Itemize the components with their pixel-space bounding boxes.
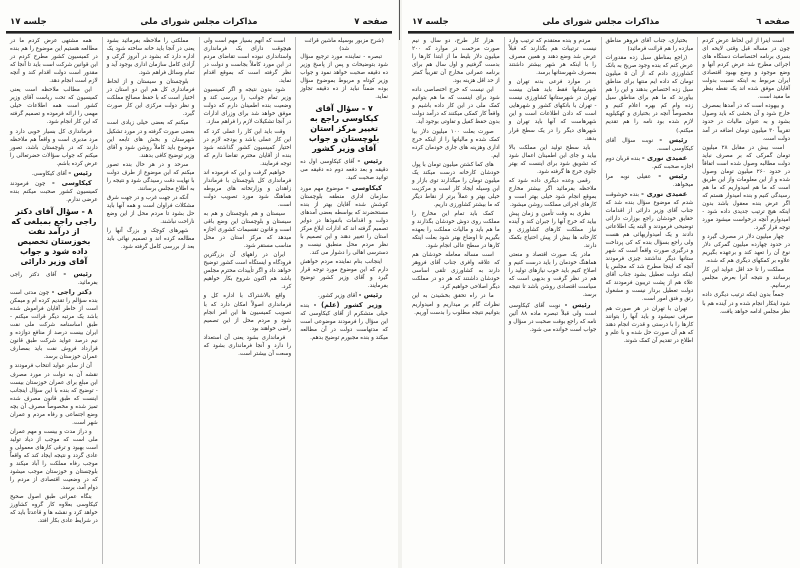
paragraph bbox=[107, 227, 195, 251]
paragraph bbox=[107, 161, 195, 193]
page-6 bbox=[402, 0, 800, 568]
paragraph bbox=[300, 258, 388, 290]
publication-title: مذاکرات مجلس شورای ملی bbox=[140, 17, 258, 27]
text-column bbox=[504, 37, 601, 564]
paragraph bbox=[107, 78, 195, 118]
paragraph bbox=[10, 270, 98, 287]
paragraph bbox=[10, 362, 98, 426]
paragraph-text: عقیلی نوبه مرا میخواهد. bbox=[605, 173, 694, 188]
paragraph bbox=[300, 157, 388, 182]
header-rule bbox=[408, 31, 794, 34]
speaker-name: عمیدی نوری - bbox=[641, 189, 688, 198]
paragraph bbox=[509, 251, 597, 299]
paragraph-text: تهران با تهران در هر صورت هم صرفی نمیشود و باید آنها را بتوانند کارها را با درستی و قدرت انجام دهند که هم آن صورت حل شده و با علم و اطلاع در تقدیم آن کمک شوند. bbox=[605, 305, 694, 344]
paragraph-text: صورت بعلت ۱۰۰ میلیون دلار بیا کمک شده و مالیاتها را از اینکه خرج اداری وهزینه های جاری خودمان کرده ایم. bbox=[412, 128, 500, 159]
publication-title: مذاکرات مجلس شورای ملی bbox=[542, 17, 660, 27]
paragraph bbox=[204, 86, 292, 126]
speaker-name: رئیس - bbox=[658, 171, 688, 180]
paragraph-text: مملکتی را ملاحظه بفرمائید بشود یعنی در آنجا باید خانه ساخته شود یک اداره دارد که بشود در آنروز گرکی و آزادی کامل سازمان اداری بوجود آید و تمام وسائل فراهم شود. bbox=[106, 38, 195, 77]
paragraph-text: بنگاه عمرانی طبق اصول صحیح کیکاوسی بعلاوه کار گروه کشاورز خواهد کرد و نقشه ها و قاعدتاً باید که در شرایط عادی بکار افتد. bbox=[10, 494, 98, 525]
paragraph bbox=[204, 210, 292, 250]
paragraph bbox=[606, 154, 694, 171]
paragraph-text: واقع بالاشتراک با اداره کل و فرمانداری اصولاً امکان دارد که با تصویب کمیسیون ها این امر انجام شود و مردم محل از این تصمیم راضی خواهند بود. bbox=[203, 293, 292, 332]
paragraph-text: است مساله معامله خودشان هم که علاقه وافری جناب آقای فروهر دارند به کشاورزی تلقی اساسی خودشان داشتند که هر دو در مملکت دیگر اصلاحی خواهیم کرد. bbox=[412, 252, 500, 291]
paragraph-text: باید سطح تولید این مملکت بالا بیاید و جای این اطمینان اعمال شود که تشویق شود برای اینست که بهتر جلوی خرج ها گرفته شود. bbox=[508, 144, 597, 175]
paragraph bbox=[10, 37, 98, 85]
header-rule bbox=[6, 31, 392, 34]
page-number: صفحه ۷ bbox=[354, 17, 388, 27]
paragraph bbox=[606, 305, 694, 345]
paragraph bbox=[204, 334, 292, 358]
paragraph-text: و دراز مدت و بیست و مهم عمران ملی است که موجب از دیاد تولید است بهبود و ترقی کارهای معمولی و عادی گردد و نتیجه ایجاد کند که واقعاً موجب رفاه مملکت را آباد میکند و بلوچستان و خوزستان موجب میشود که در وضعیت اقتصادی از مردم را دوام آمد، برسد. bbox=[10, 428, 98, 492]
paragraph bbox=[412, 86, 500, 126]
paragraph-text: کمک باید تمام این مخارج را مملکت روی دوش خودشان بگذارند و ما هم باید و مالیات مملکت را بعهده بگیریم تا اوضاع بهتر شود بعلت اینکه کارها در سطح عالی انجام شود. bbox=[412, 210, 500, 250]
paragraph-text: ایران در راههای آن بزرگترین فرودگاه و ایستگاه است کشور توضیح خواهد داد و اگر تأییدات محترم مجلس باشد هم اکنون شروع بکار خواهیم کرد. bbox=[203, 252, 292, 291]
paragraph bbox=[412, 292, 500, 316]
paragraph bbox=[412, 161, 500, 209]
paragraph-text: آنکه در جهت غرب و در جهت شرق مشکلات فراوان است و همه آنها باید حل بشود تا مردم محل از این وضع ناراحت نباشند. bbox=[106, 194, 195, 226]
page-number: صفحه ٦ bbox=[756, 17, 790, 27]
session-number: جلسه ۱۷ bbox=[412, 17, 449, 27]
paragraph bbox=[606, 54, 694, 134]
paragraph-text: آقای کیکاوسی اول ده دقیقه و بعد دفعه دوم ده دقیقه می توانید صحبت کنید. bbox=[300, 159, 388, 182]
paragraph bbox=[300, 301, 388, 342]
paragraph-text: این نیست که خرج اختصاصی داده شود برای اینست که ما هم بتوانیم کمک ملی در این کار داده باشیم و واقعاً کار کمکی میکنند که درآمد دولت بدون حفظ کفیل و تفاوتی بوجود آید. bbox=[412, 87, 500, 126]
paragraph-text: نوبت سؤال آقای کیکاوسی است. bbox=[605, 137, 694, 152]
speaker-name: رئیس - bbox=[659, 135, 688, 144]
text-column bbox=[295, 37, 392, 564]
paragraph bbox=[509, 210, 597, 250]
text-column bbox=[697, 37, 794, 564]
paragraph bbox=[204, 169, 292, 209]
text-column bbox=[601, 37, 698, 564]
speaker-name: رئیس - bbox=[68, 168, 92, 177]
paragraph-text: سرحد و در هر حال بنده تصور میکنم که این موضوع از طرف دولت با نهایت دقت رسیدگی شود و نتیجه را به اطلاع مجلس برسانند. bbox=[106, 161, 195, 192]
paragraph-text: فرمانداری بشود یعنی آن استعداد را دارد و آنجا فرمانداری بشود که وسعت آن بیشتر است. bbox=[203, 334, 292, 357]
paragraph-text: این مطالب ملاحظه است یعنی کمیسیون که تحت ریاست آقای وزیر کشور است همه اطلاعات خیلی مهمی را ارائه فرموده و تصمیم گرفته که این کار انجام شود. bbox=[10, 87, 98, 126]
text-column bbox=[408, 37, 504, 564]
paragraph bbox=[412, 128, 500, 160]
paragraph-text: در موارد فرعی بدنه تهران و شهرستانها فقط باید همان بیست تهران در شهرستانها کشاورزی نیست - تهران با بانکهای کشور و شهرهایی است که دادن اطلاعات است و این شهرهاست که آنها باید تهران و شهرهای دیگر را در یک سطح قرار بدهد. bbox=[508, 79, 597, 142]
paragraph bbox=[204, 251, 292, 291]
paragraph-text: جمعاً بدون اینکه ترتیب دیگری داده شود اینکار انجام شده و در آینده هم با نظر مجلس ادامه خواهد یافت. bbox=[702, 292, 790, 315]
paragraph-text: نظری به وقت تأمین و زمان پیش بیاید که خرج آنها را جبران کند و آینده نیاز مملکت کارهای کشاورزی و کارخانه ها بیش از پیش احتیاج بکمک دارند. bbox=[508, 210, 597, 250]
paragraph bbox=[702, 266, 790, 290]
paragraph-text: آن از سایر عواید انتخاب فرمودند و نقشه آن به دولت در مورد مصرف این مبلغ برای عمران خوزستان بیست - توضیح که بنده با این سؤال اینجانب اینست که طبق قانون مصرف شده تمیز شده و مخصوصاً مصرف آن بچه وضع اجتماعی و رفاه مردم و عمران شهر است. bbox=[10, 363, 98, 426]
paragraph bbox=[509, 144, 597, 176]
text-column bbox=[199, 37, 296, 564]
paragraph-text: چون مدتی است بنده سؤالم را تقدیم کرده ام و میمکن است از خاطر آقایان فراموش شده باشد یک مرتبه دیگر قرائت میکنم - طبق اساسنامه شرکت ملی نفت ایران بیست درصد از منافع دوازده و نیم درصد عواید شرکت طبق قانون قرارداد فروش نفت باید بمصارف عمران خوزستان برسد. bbox=[10, 290, 98, 361]
paragraph bbox=[10, 288, 98, 361]
column-container bbox=[408, 37, 794, 564]
paragraph-text: مملکت را تا حد اقل عواید این کار برسانند و نتیجه آنرا بعرض مجلس برسانیم. bbox=[702, 267, 790, 290]
paragraph-text: مردم و بنده معتقدم که ترتیب وارد نیست ترتیبات هم بگذارند که قبلاً عرض شد وضع دهند و همین مصرف را با اینکه هر شهر بیشتر داشتند بمصرف شهرستانها برسد. bbox=[508, 38, 597, 77]
speaker-name: رئیس - bbox=[357, 157, 382, 166]
paragraph bbox=[10, 169, 98, 178]
paragraph-text: و بیهوده است که در آمدها بمصرف خارج شود و آن بخشی که باید وصول بشود و به عنوان مالیات در حدود تقریباً ۳۰ میلیون تومان اضافه در آمد دولت است. bbox=[702, 103, 791, 142]
paragraph bbox=[509, 177, 597, 209]
paragraph-text: رقمی وعده دیگری داده شود که ملاحظه بفرمائید اگر بیشتر مخارج بموقع انجام شود خیلی بهتر است و کارهای اجرائی مملکت روشن میشود. bbox=[508, 177, 597, 208]
speaker-name: رئیس - bbox=[564, 300, 591, 309]
paragraph-text: بنده قربان دوم اجازه صحبت کنم. bbox=[605, 155, 694, 170]
paragraph-text: ما در راه تحقق بخشیدن به این نظرات گام بر میداریم و امیدواریم بتوانیم نتیجه مطلوب را بدست آوریم. bbox=[412, 293, 500, 316]
paragraph-text: نوبت آقای کیکاوسی است ولی قبلاً تبصره ماده ۸۸ آئین نامه که راجع بوقت صحبت در سؤال و جواب است خوانده می شود. bbox=[508, 302, 597, 333]
paragraph-text: آقای وزیر کشور. bbox=[317, 293, 357, 300]
speaker-name: وزیر کشور (علم) - bbox=[313, 301, 382, 310]
paragraph bbox=[10, 86, 98, 126]
paragraph-text: است اینرا از این لحاظ عرض کردم چون در مساله قبل وقتی لایحه ای بسری برنامه اختصاصات دستگاه های اجرائی مطرح شد عرض کردم آنها و وضع موجود و وضع بهبود اقتصادی ایران مربوط به اینکه نسبت بدولت آقایان موفق شده اند یک نقطه بنظر ما مفید است. bbox=[702, 38, 790, 101]
paragraph bbox=[702, 102, 790, 142]
paragraph-text: آقای دکتر راجی بفرمائید. bbox=[10, 271, 98, 286]
paragraph-text: چون فرمودند کمیسیون کشور صحبت میکنم بنده عرضی ندارم. bbox=[10, 180, 98, 203]
paragraph bbox=[204, 292, 292, 332]
paragraph-text: شود بدون نتیجه و اگر کمیسیون وزیر تمام جوانب را بررسی کند و وضعیت بنده اطمینان دارم که دولت موفق خواهد شد برای وزرای ادارات در آنجا تشکیلات لازم را فراهم سازد. bbox=[203, 87, 292, 126]
paragraph-text: های کما کشتن میلیون تومان با پول خودشان کارخانه درست میکند یک میلیون تومان را میگذارند توی بازار و این وسیله ایجاد کار است و مرکزیت خیلی بهتر و عملاً برتر از نقاط دیگر که ما بیشتر کشاورزی داریم. bbox=[412, 161, 500, 208]
paragraph-text: مادر یک صورت اقتصاد و منعتی هماهنگ خودمان را باید درست کنیم و اصلاح کنیم باید خوب نیازهای تولید را هم در نظر گرفت و بدیهی است که سیاست اقتصادی روشن باشد تا نتیجه برسد. bbox=[508, 252, 597, 299]
page-header bbox=[6, 17, 392, 31]
speaker-name: کیکاوسی - bbox=[51, 178, 92, 187]
paragraph bbox=[10, 493, 98, 525]
paragraph-text: است بیش در مقابل ۲۸ میلیون تومان گمرکی که بر مصرف نباید دولت مطالبه وصول شده است اتفاقاً در حدود ۲۶۰ میلیون تومان وصول شده و از این معلومات واز این طریق است که ما هم امیدواریم که ما هم رسیدگی کنیم و بنده امیدوار هستم که اگر عرض بنده معقول باشد بدون اینکه هیچ ترتیب جدیدی داده شود - امیدوارم آنچه درخواست میشود مورد توجه قرار گیرد. bbox=[702, 144, 790, 232]
paragraph-text: بنده خیلی متشکرم از آقای کیکاوسی که این سؤال را فرمودند موضوعی است که مدتهاست دولت در آن مطالعه میکند و بنده مجبورم توضیح بدهم. bbox=[300, 303, 388, 342]
paragraph-text: موضوع مهم مورد سازمان اداری منطقه بلوچستان کوشش شده آقایان بهتر از بنده مستحضرند که بواسطه بعضی آمدهای دولت و اقدامات بانفوذها در دوایر تصمیم گرفته اند که ادارات ابلاغ مرکز استان را تغییر دهند و این تصمیم با نظر مردم محل منطبق نیست و دسترسی اهالی را دشوار می کند. bbox=[300, 185, 388, 256]
paragraph bbox=[412, 210, 500, 250]
column-container bbox=[6, 37, 392, 564]
paragraph-text: بلوچستان و سیستان و از لحاظ فرمانداری کل هم این دو استان در اختیار است که با حفظ مصالح مملکت و نظر دولت مرکزی این کار صورت گیرد. bbox=[106, 79, 195, 118]
paragraph bbox=[606, 136, 694, 153]
paragraph bbox=[300, 184, 388, 257]
paragraph bbox=[702, 233, 790, 265]
paragraph-text: شهرهای کوچک و بزرگ آنها را مطالعه کرده اند و تصمیم نهائی باید بعد از بررسی کامل گرفته شود. bbox=[106, 228, 195, 251]
speaker-name: دکتر راجی - bbox=[51, 288, 92, 297]
paragraph-text: آقای کیکاوسی. bbox=[31, 170, 67, 177]
paragraph bbox=[702, 144, 790, 233]
paragraph bbox=[412, 251, 500, 291]
section-heading: ۸ - سؤال آقای دکتر راجی راجع بمبلغی که از درآمد نفت بخوزستان تخصیص داده شود و جواب آقای وزیر دارائی bbox=[11, 206, 97, 266]
paragraph bbox=[107, 119, 195, 159]
paragraph bbox=[509, 301, 597, 334]
paragraph bbox=[412, 37, 500, 85]
speaker-name: عمیدی نوری - bbox=[641, 153, 688, 162]
paragraph bbox=[509, 78, 597, 142]
speaker-name: کیکاوسی - bbox=[345, 183, 383, 192]
text-column bbox=[102, 37, 199, 564]
paragraph-text: فرمانداری کل بسیار خوبی دارد و مرد مدبری است و واقعاً هم ملاحظه دارند که در بلوچستان باشد، تصور میکنم که جواب سؤالات حضرتعالی را عرض کرده باشم. bbox=[10, 128, 98, 167]
paragraph-text: چهار میلیون دلار در مصرف گیرد و در حدود چهارده میلیون گمرکی دلار نوع آن را تعهد کند و برعهده بگیریم علاوه بر کمکهای دیگری هم که شده. bbox=[702, 234, 790, 265]
paragraph-text: تبصره - نماینده مورد ترجیع سؤال شود بتوضیحات و پس از پاسخ وزیر ده دقیقه صحبت خواهد نمود و جواب وزیر کوتاه و مربوط بموضوع سؤال بوده ضمناً نباید از ده دقیقه تجاوز نماید. bbox=[300, 54, 388, 101]
paragraph bbox=[509, 37, 597, 77]
gutter-fold-mark bbox=[399, 0, 400, 40]
paragraph bbox=[107, 194, 195, 226]
paragraph bbox=[10, 128, 98, 168]
paragraph-text: بختیاری، جناب آقای فروهر مناطق میازده را هم قرائت فرمائید) bbox=[605, 38, 694, 53]
text-column bbox=[6, 37, 102, 564]
session-number: جلسه ۱۷ bbox=[10, 17, 47, 27]
speaker-name: رئیس - bbox=[63, 269, 92, 278]
paragraph-text: هزار کار طرح، دو سال و نیم صورت مرحمت در موارد که ۲۰۰ میلیون دلار بلیط ما از ابتدا کارها را بدست گرفتیم و اول سال هم برای برنامه عمرانی مخارج آن تقریباً کمتر از حد اقل هزینه بود. bbox=[412, 38, 500, 85]
paragraph bbox=[10, 428, 98, 492]
editorial-note: (شرح مزبور بوسیله ماشین قرائت شد) bbox=[304, 38, 384, 53]
section-heading: ۷ - سؤال آقای کیکاوسی راجع به تغییر مرکز استان بلوچستان و جواب آقای وزیر کشور bbox=[308, 104, 380, 154]
paragraph bbox=[606, 190, 694, 304]
paragraph-text: اینجانب بنام نماینده مردم خواهش دارم که این موضوع مورد توجه قرار گیرد و آقای وزیر کشور توضیح بفرمایند. bbox=[300, 258, 388, 290]
paragraph-text: است که آنهم بسیار مهم است ولی هیچوقت دارای یک فرمانداری واستانداری نبوده است تقاضای مردم در این مورد کاملاً بجاست و دولت در نظر گرفته است که بموقع اقدام نماید. bbox=[203, 38, 292, 85]
paragraph-text: (راجع بمناطق سیل زده مقدورات عرض کنم که بنده وجود صریح به بانک کشاورزی دادم که از آن ۵ میلیون تومان که داده ایم منتها برای مناطق سیل زده اختصاص بدهند و این را هم بیاورند که ما هم برای مناطق سیل زده وام کم بهره اعلام کنیم و مخصوصاً آنچه در بختیاری و کهکیلویه لازم شده بود نامه را هم تقدیم میکنم.) bbox=[605, 55, 694, 134]
paragraph bbox=[702, 37, 790, 101]
paragraph bbox=[10, 179, 98, 204]
page-header bbox=[408, 17, 794, 31]
paragraph-text: وقت باید این کار را عملی کرد که این کار عملی باشد و بودجه لازم در اختیار کمیسیون کشور گذاشته شود بنده از آقایان محترم تقاضا دارم که توجه فرمایند. bbox=[203, 128, 292, 167]
paragraph-text: میکنم که بعضی خیلی زیادی است بعضی صورت گرفته و در مورد تشکیل شهرستان و بخش های تابعه این موضوع باید کاملاً روشن شود و آقای وزیر توضیح کافی بدهند. bbox=[106, 120, 195, 159]
paragraph bbox=[606, 172, 694, 189]
paragraph bbox=[606, 37, 694, 53]
paragraph-text: همه مشتهی عرض کردم ما در مطالعه هستیم این موضوع را هم بنده در کمیسیون کشور مطرح کردم در این قوانین شرکت است باید تا آنجا که مقدور است دولت اقدام کند و آنچه لازم است انجام دهد. bbox=[10, 38, 98, 85]
paragraph bbox=[204, 128, 292, 168]
paragraph-text: سیستان و هم بلوچستان و هم به سیستان و بلوچستان این وضع باقی است و قانون تقسیمات کشوری اجازه میدهد که مرکز استان در محل مناسب مستقر شود. bbox=[203, 210, 292, 250]
paragraph bbox=[204, 37, 292, 85]
paragraph bbox=[107, 37, 195, 77]
paragraph-text: خواهیم گرفت و این که فرموده اند فرمانداری کل بلوچستان با فرماندار زاهدان و وزارتخانه های مربوطه هماهنگ شود مورد تصویب دولت است. bbox=[203, 169, 292, 208]
speaker-name: رئیس - bbox=[358, 291, 382, 300]
paragraph bbox=[702, 291, 790, 315]
paragraph bbox=[300, 291, 388, 300]
page-7 bbox=[0, 0, 398, 568]
paragraph bbox=[300, 53, 388, 101]
paragraph-text: بنده خوشوقت شدم که موضوع سؤال بنده شد که جناب آقای وزیر دارائی از اقدامات حقایق خودشان راجع بوزارت دارائی توضیحی فرمودند و البته یک اطلاعاتی دادند و یک امیدواریهائی هم هست ولی راجع بسؤال بنده که کی پرداخت و درگیری صورت واقعاً است که شهر ستانها دیگر نداشتند چیزی فرمودند آنچه که اینجا مطرح شد که مجلس یا اینکه دولت تعطیل بشود جناب آقای علاء هم از پشت تریبون فرمودند که دولت تعطیل بردار نیست و مشغول رتق و فتق امور است. bbox=[605, 191, 694, 303]
